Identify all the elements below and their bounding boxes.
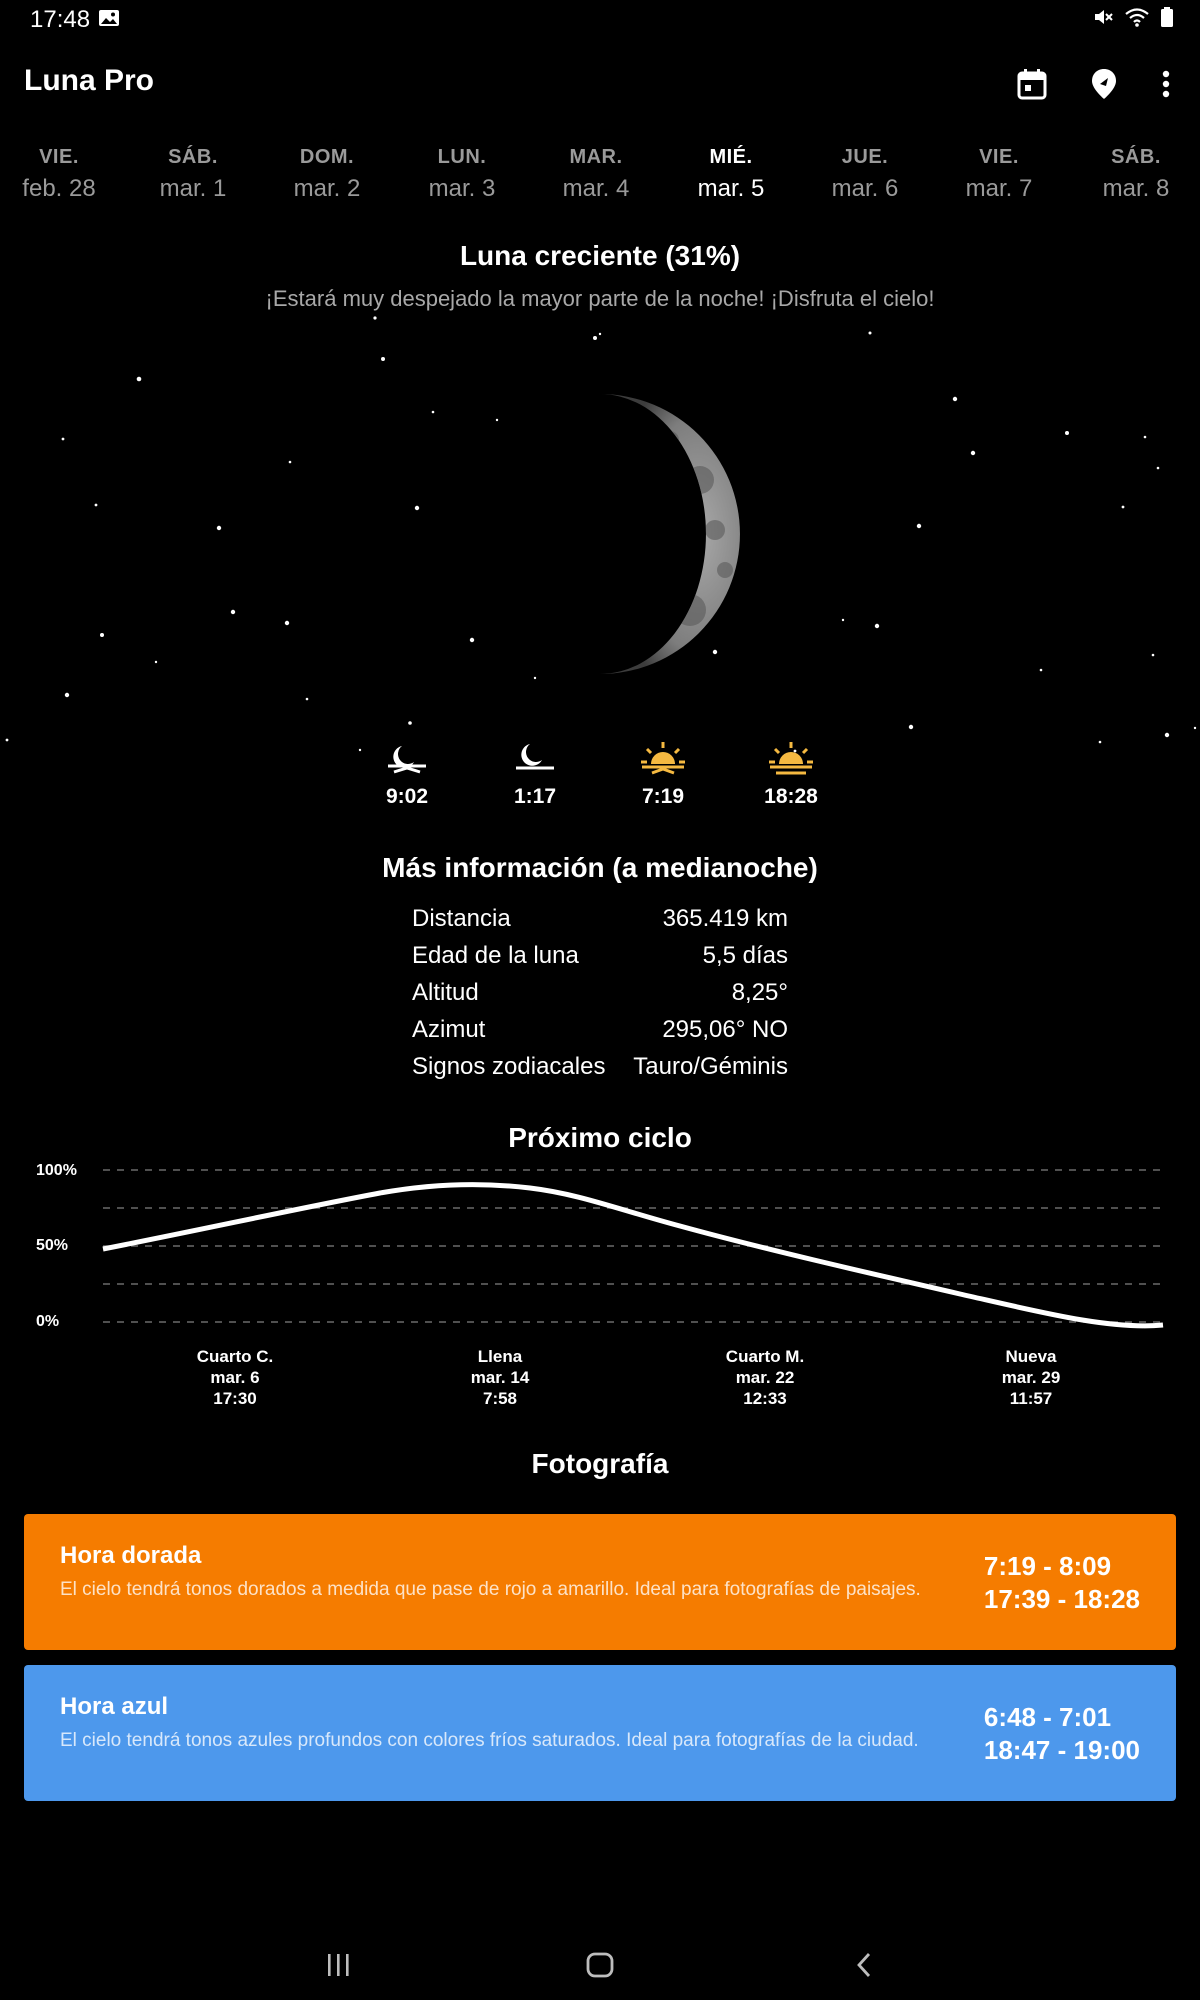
star <box>534 677 536 679</box>
mute-icon <box>1092 6 1114 28</box>
date-tab-date: mar. 7 <box>965 175 1033 202</box>
star <box>496 419 498 421</box>
star <box>869 332 872 335</box>
card-description: El cielo tendrá tonos dorados a medida que pase de rojo a amarillo. Ideal para fotografías de paisajes. <box>60 1579 921 1600</box>
star <box>971 451 975 455</box>
star <box>1065 431 1069 435</box>
date-tab-weekday: MAR. <box>569 146 623 168</box>
date-tab-weekday: SÁB. <box>1111 146 1161 168</box>
sunrise-event <box>613 740 713 809</box>
phase-label-date: mar. 14 <box>470 1368 530 1387</box>
star <box>1122 506 1125 509</box>
sunrise-icon <box>638 740 688 776</box>
date-tab-2[interactable] <box>267 146 387 203</box>
illumination-chart <box>0 1150 1200 1420</box>
star <box>1040 669 1043 672</box>
star <box>285 621 289 625</box>
star <box>373 316 376 319</box>
date-tab-7[interactable] <box>939 146 1059 203</box>
date-strip <box>0 146 1200 216</box>
info-value: 8,25° <box>731 979 788 1006</box>
y-label-50: 50% <box>36 1237 69 1254</box>
info-row-age <box>412 937 788 974</box>
status-time: 17:48 <box>30 6 91 33</box>
date-tab-1[interactable] <box>133 146 253 203</box>
info-row-distance <box>412 900 788 937</box>
moonrise-event <box>357 740 457 809</box>
date-tab-date: mar. 2 <box>293 175 361 202</box>
info-row-zodiac <box>412 1048 788 1085</box>
date-tab-date: mar. 3 <box>428 175 496 202</box>
app-title: Luna Pro <box>24 64 155 97</box>
date-tab-date: mar. 6 <box>831 175 899 202</box>
star <box>289 461 292 464</box>
star <box>62 438 65 441</box>
star <box>1165 733 1169 737</box>
date-tab-weekday: VIE. <box>979 146 1019 168</box>
battery-icon <box>1160 6 1174 28</box>
star <box>917 524 921 528</box>
star <box>1152 654 1155 657</box>
card-times <box>984 1550 1140 1616</box>
date-tab-weekday: JUE. <box>841 146 889 168</box>
moon-info-table <box>412 900 788 1085</box>
card-time-morning: 6:48 - 7:01 <box>983 1702 1112 1732</box>
phase-label-name: Llena <box>477 1347 523 1366</box>
date-tab-weekday: SÁB. <box>168 146 218 168</box>
date-tab-weekday: VIE. <box>39 146 79 168</box>
star <box>6 739 9 742</box>
date-tab-0[interactable] <box>0 146 119 203</box>
star <box>875 624 879 628</box>
star <box>1144 436 1147 439</box>
star <box>65 693 69 697</box>
date-tab-4[interactable] <box>536 146 656 203</box>
card-description: El cielo tendrá tonos azules profundos con colores fríos saturados. Ideal para fotografías de la ciudad. <box>60 1730 919 1751</box>
card-title: Hora dorada <box>60 1542 202 1569</box>
moon-crescent <box>600 394 740 674</box>
card-time-morning: 7:19 - 8:09 <box>983 1551 1112 1581</box>
moonset-time: 1:17 <box>513 785 557 808</box>
info-value: Tauro/Géminis <box>633 1053 788 1080</box>
phase-label-date: mar. 22 <box>735 1368 795 1387</box>
star <box>1194 727 1196 729</box>
rise-set-events <box>360 740 840 820</box>
star <box>408 721 412 725</box>
star <box>1157 467 1160 470</box>
phase-label-time: 17:30 <box>213 1389 257 1408</box>
moonset-icon <box>512 740 558 776</box>
card-title: Hora azul <box>60 1693 169 1720</box>
blue-hour-card[interactable] <box>24 1665 1176 1801</box>
home-icon <box>585 1951 615 1979</box>
date-tab-date: mar. 1 <box>159 175 227 202</box>
moonrise-time: 9:02 <box>385 785 429 808</box>
info-value: 295,06° NO <box>662 1016 788 1043</box>
star <box>953 397 957 401</box>
info-label: Edad de la luna <box>412 942 579 969</box>
image-notification-icon <box>98 9 120 27</box>
star <box>599 333 601 335</box>
star <box>432 411 435 414</box>
back-chevron-icon <box>854 1951 874 1979</box>
info-value: 5,5 días <box>702 942 788 969</box>
date-tab-weekday: LUN. <box>437 146 487 168</box>
system-nav-bar <box>0 1940 1200 1990</box>
moon-phase-title: Luna creciente (31%) <box>459 240 741 271</box>
location-button[interactable] <box>1082 62 1126 106</box>
date-tab-date: mar. 8 <box>1102 175 1170 202</box>
phase-label-name: Cuarto C. <box>196 1347 274 1366</box>
phase-label-name: Nueva <box>1005 1347 1057 1366</box>
more-info-title: Más información (a medianoche) <box>382 852 818 883</box>
moonset-event <box>485 740 585 809</box>
info-row-altitude <box>412 974 788 1011</box>
star <box>713 650 717 654</box>
location-pin-icon <box>1091 68 1117 100</box>
phase-label-date: mar. 6 <box>210 1368 260 1387</box>
sky-forecast-text: ¡Estará muy despejado la mayor parte de la noche! ¡Disfruta el cielo! <box>265 286 935 311</box>
info-label: Distancia <box>412 905 511 932</box>
star <box>470 638 474 642</box>
next-cycle-title: Próximo ciclo <box>508 1122 692 1153</box>
calendar-icon <box>1017 68 1047 100</box>
star <box>100 633 104 637</box>
phase-label-name: Cuarto M. <box>725 1347 805 1366</box>
illumination-curve <box>103 1185 1163 1326</box>
star <box>137 377 142 382</box>
sunset-event <box>741 740 841 809</box>
golden-hour-card[interactable] <box>24 1514 1176 1650</box>
info-row-azimuth <box>412 1011 788 1048</box>
date-tab-6[interactable] <box>805 146 925 203</box>
wifi-icon <box>1124 6 1150 28</box>
more-options-button[interactable] <box>1144 62 1188 106</box>
date-tab-weekday: DOM. <box>299 146 355 168</box>
recent-apps-icon <box>325 1952 351 1978</box>
star <box>842 619 844 621</box>
star <box>306 698 309 701</box>
star <box>217 526 221 530</box>
back-button[interactable] <box>834 1940 894 1990</box>
phase-label-date: mar. 29 <box>1001 1368 1061 1387</box>
calendar-button[interactable] <box>1010 62 1054 106</box>
moonrise-icon <box>384 740 430 776</box>
star <box>415 506 419 510</box>
moon-sky-illustration <box>0 310 1200 760</box>
info-label: Azimut <box>412 1016 486 1043</box>
status-icons <box>1092 6 1174 28</box>
card-time-evening: 18:47 - 19:00 <box>983 1735 1140 1765</box>
info-value: 365.419 km <box>662 905 788 932</box>
y-label-0: 0% <box>36 1313 60 1330</box>
phase-labels <box>197 1347 1061 1408</box>
stars <box>6 316 1197 752</box>
info-label: Signos zodiacales <box>412 1053 606 1080</box>
star <box>231 610 235 614</box>
date-tab-date: feb. 28 <box>22 175 96 202</box>
phase-label-time: 7:58 <box>482 1389 518 1408</box>
more-vert-icon <box>1162 70 1170 98</box>
date-tab-date: mar. 4 <box>562 175 630 202</box>
date-tab-date: mar. 5 <box>697 175 765 202</box>
info-label: Altitud <box>412 979 479 1006</box>
date-tab-8[interactable] <box>1076 146 1196 203</box>
star <box>909 725 913 729</box>
chart-gridlines <box>103 1170 1163 1322</box>
home-button[interactable] <box>570 1940 630 1990</box>
star <box>1099 741 1102 744</box>
star <box>155 661 157 663</box>
card-time-evening: 17:39 - 18:28 <box>983 1584 1140 1614</box>
sunrise-time: 7:19 <box>641 785 685 808</box>
date-tab-weekday: MIÉ. <box>709 146 753 168</box>
sunset-time: 18:28 <box>764 785 818 808</box>
star <box>95 504 98 507</box>
phase-label-time: 11:57 <box>1009 1389 1053 1408</box>
sunset-icon <box>766 740 816 776</box>
date-tab-5[interactable] <box>671 146 791 203</box>
recent-apps-button[interactable] <box>308 1940 368 1990</box>
y-label-100: 100% <box>36 1162 77 1179</box>
card-times <box>984 1701 1140 1767</box>
photography-title: Fotografía <box>531 1448 669 1479</box>
star <box>381 357 385 361</box>
phase-label-time: 12:33 <box>743 1389 787 1408</box>
star <box>593 336 597 340</box>
date-tab-3[interactable] <box>402 146 522 203</box>
